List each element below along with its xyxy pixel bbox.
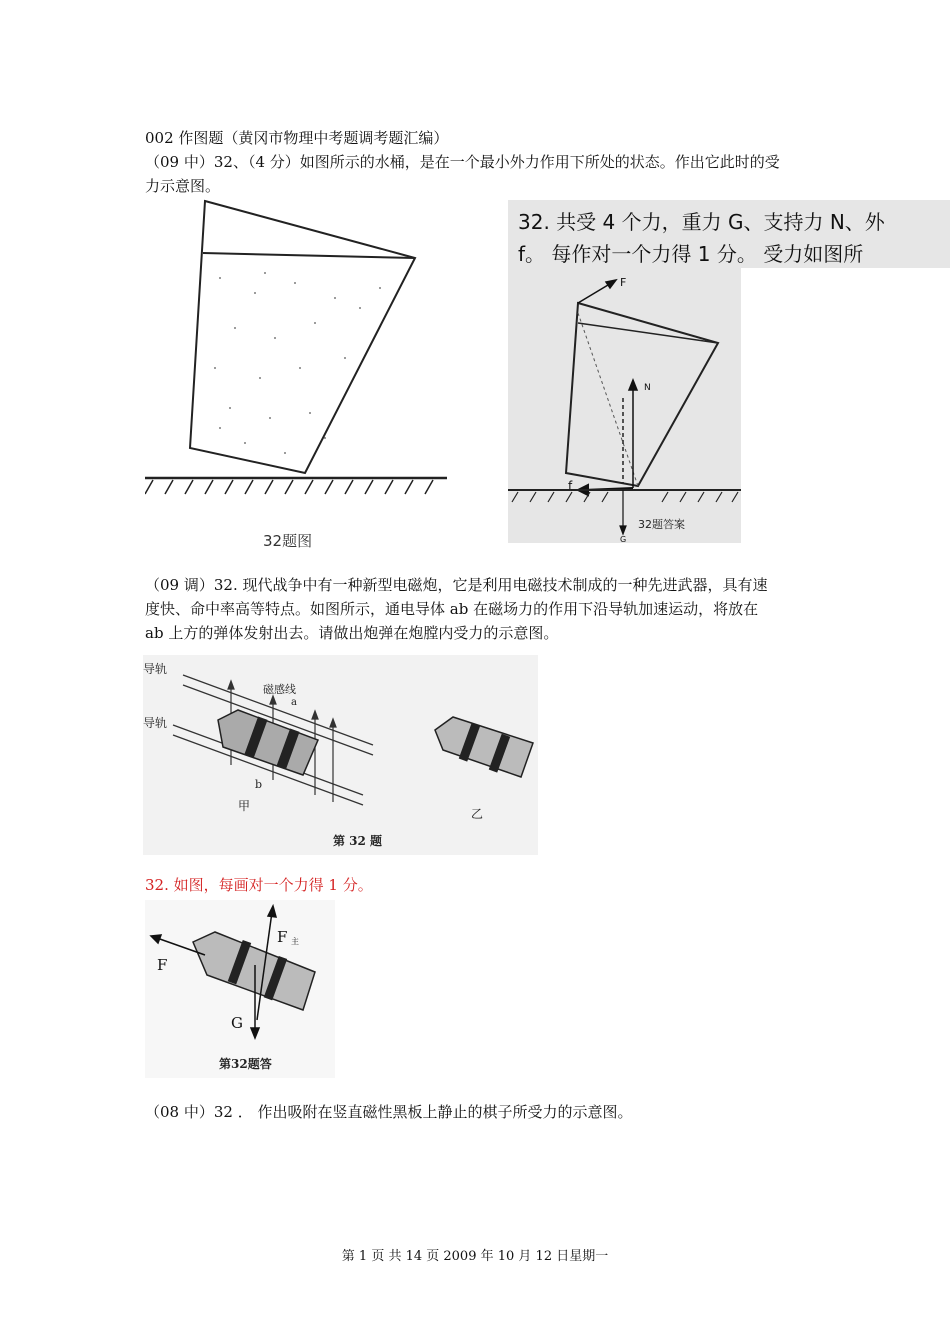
answer2-label-Fmain: F [277, 928, 288, 946]
label-a: a [291, 697, 297, 708]
q2-text-line1: （09 调）32. 现代战争中有一种新型电磁炮，它是利用电磁技术制成的一种先进武器，具有速 [145, 576, 768, 594]
answer-force-N [629, 380, 637, 488]
q1-answer-line2: f。 每作对一个力得 1 分。 受力如图所 [518, 242, 864, 266]
bucket-answer-caption: 32题答案 [638, 518, 685, 531]
label-field-lines: 磁感线 [263, 683, 296, 696]
answer-force-G [620, 490, 626, 534]
ground-hatch [145, 480, 433, 494]
bucket-body [190, 201, 415, 473]
q1-text-line2: 力示意图。 [145, 177, 221, 195]
answer-label-F: F [620, 276, 627, 289]
railgun-figure [143, 655, 538, 855]
answer2-label-G: G [231, 1014, 243, 1032]
page-heading: 002 作图题（黄冈市物理中考题调考题汇编） [145, 129, 449, 147]
q1-answer-line1: 32. 共受 4 个力，重力 G、支持力 N、外 [518, 210, 885, 234]
bucket-water-dots [214, 272, 381, 454]
bucket-figure-caption: 32题图 [263, 532, 313, 550]
page-footer: 第 1 页 共 14 页 2009 年 10 月 12 日星期一 [341, 1249, 609, 1264]
label-yi: 乙 [471, 807, 484, 821]
q2-text-line2: 度快、命中率高等特点。如图所示，通电导体 ab 在磁场力的作用下沿导轨加速运动，将放在 [145, 600, 759, 618]
answer-label-G: G [620, 535, 627, 543]
answer2-label-F: F [157, 956, 168, 974]
water-surface [203, 253, 415, 258]
bucket-figure [145, 198, 450, 558]
railgun-figure-caption: 第 32 题 [333, 834, 383, 848]
answer-label-N: N [644, 383, 651, 393]
label-b: b [255, 778, 263, 791]
projectile-answer-figure [145, 900, 335, 1078]
bucket-answer-figure [508, 268, 741, 543]
answer2-label-Fsub: 主 [291, 937, 299, 946]
answer-force-F [578, 280, 616, 303]
label-rail-bottom: 导轨 [143, 716, 168, 730]
label-rail-top: 导轨 [143, 662, 168, 676]
q1-text-line1: （09 中）32、（4 分）如图所示的水桶，是在一个最小外力作用下所处的状态。作出它此时的受 [145, 153, 780, 171]
q3-text-line1: （08 中）32 ． 作出吸附在竖直磁性黑板上静止的棋子所受力的示意图。 [145, 1103, 633, 1121]
q1-answer-text-block [508, 200, 950, 268]
answer-bucket-body [566, 303, 718, 486]
q2-text-line3: ab 上方的弹体发射出去。请做出炮弹在炮膛内受力的示意图。 [145, 624, 559, 642]
label-jia: 甲 [238, 799, 251, 813]
q2-answer-text: 32. 如图，每画对一个力得 1 分。 [145, 876, 373, 894]
projectile-answer-caption: 第32题答 [219, 1057, 272, 1071]
answer-label-f: f [568, 479, 573, 493]
